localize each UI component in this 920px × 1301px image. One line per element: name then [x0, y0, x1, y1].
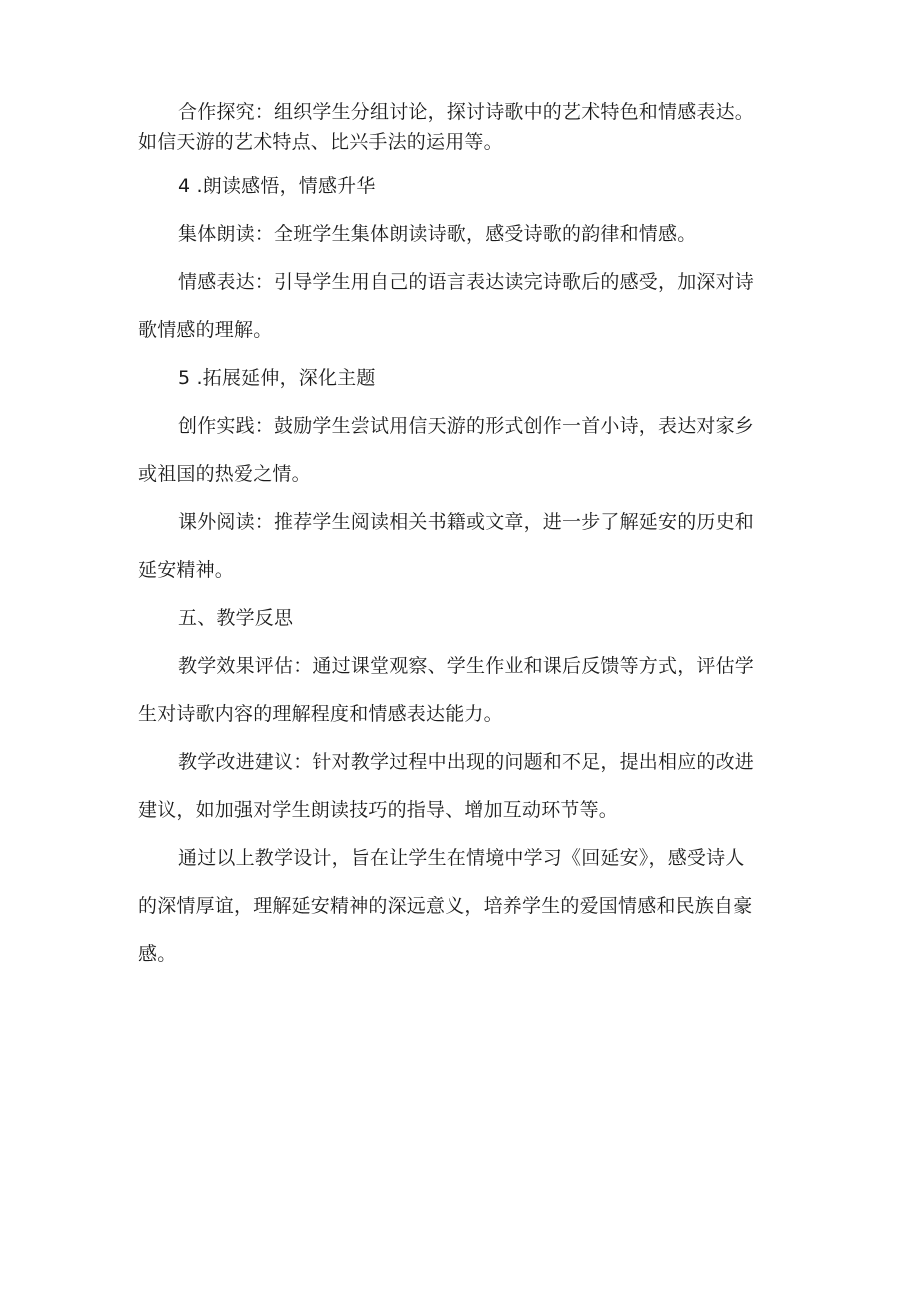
text-line: 建议，如加强对学生朗读技巧的指导、增加互动环节等。	[138, 799, 619, 821]
section-heading-reflection	[138, 606, 790, 630]
paragraph-group-reading	[138, 222, 790, 246]
text-line: 通过以上教学设计，旨在让学生在情境中学习《回延安》，感受诗人	[178, 847, 745, 869]
section-heading-5	[138, 366, 790, 390]
text-line: 歌情感的理解。	[138, 319, 273, 341]
text-line: 4 .朗读感悟，情感升华	[178, 175, 376, 197]
paragraph-emotion-expression	[138, 270, 790, 342]
text-line: 五、教学反思	[178, 607, 294, 629]
paragraph-effect-evaluation	[138, 654, 790, 726]
text-line: 5 .拓展延伸，深化主题	[178, 367, 376, 389]
text-line: 延安精神。	[138, 559, 235, 581]
text-line: 的深情厚谊，理解延安精神的深远意义，培养学生的爱国情感和民族自豪	[138, 895, 753, 917]
text-line: 教学效果评估：通过课堂观察、学生作业和课后反馈等方式，评估学	[178, 655, 755, 677]
paragraph-creative-practice	[138, 414, 790, 486]
paragraph-improvement-suggestions	[138, 750, 790, 822]
paragraph-extra-reading	[138, 510, 790, 582]
text-line: 如信天游的艺术特点、比兴手法的运用等。	[138, 131, 503, 153]
text-line: 课外阅读：推荐学生阅读相关书籍或文章，进一步了解延安的历史和	[178, 511, 755, 533]
text-line: 感。	[138, 943, 177, 965]
text-line: 集体朗读：全班学生集体朗读诗歌，感受诗歌的韵律和情感。	[178, 223, 697, 245]
text-line: 情感表达：引导学生用自己的语言表达读完诗歌后的感受，加深对诗	[178, 271, 755, 293]
section-heading-4	[138, 174, 790, 198]
paragraph-conclusion	[138, 846, 790, 966]
text-line: 生对诗歌内容的理解程度和情感表达能力。	[138, 703, 503, 725]
text-line: 教学改进建议：针对教学过程中出现的问题和不足，提出相应的改进	[178, 751, 755, 773]
paragraph-cooperative-inquiry	[138, 100, 790, 154]
text-line: 创作实践：鼓励学生尝试用信天游的形式创作一首小诗，表达对家乡	[178, 415, 755, 437]
text-line: 合作探究：组织学生分组讨论，探讨诗歌中的艺术特色和情感表达。	[178, 101, 755, 123]
text-line: 或祖国的热爱之情。	[138, 463, 311, 485]
